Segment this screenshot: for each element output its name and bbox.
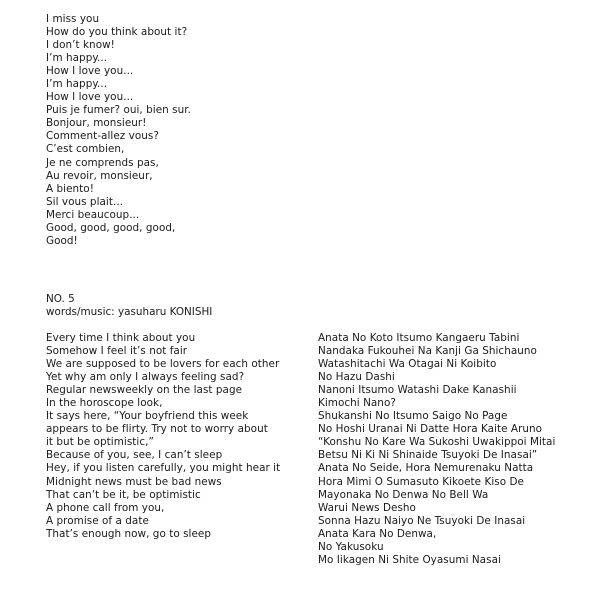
lyric-line: Comment-allez vous? xyxy=(46,130,159,143)
lyric-line: it but be optimistic,” xyxy=(46,436,154,449)
lyric-line: That’s enough now, go to sleep xyxy=(46,527,212,540)
lyric-line: How I love you... xyxy=(46,65,134,78)
lyric-line: No Yakusoku xyxy=(318,540,384,553)
lyric-line: Bonjour, monsieur! xyxy=(46,117,147,130)
lyric-line: Good! xyxy=(46,234,78,247)
lyric-line: Because of you, see, I can’t sleep xyxy=(46,449,223,462)
lyric-line: Every time I think about you xyxy=(46,332,196,344)
lyric-line: No Hazu Dashi xyxy=(318,371,395,384)
lyric-line: How do you think about it? xyxy=(46,26,188,39)
lyric-line: Sil vous plait... xyxy=(46,195,124,208)
lyric-line: Shukanshi No Itsumo Saigo No Page xyxy=(318,410,508,423)
lyric-line: Warui News Desho xyxy=(318,501,416,514)
lyric-line: I’m happy... xyxy=(46,78,108,91)
romaji-lyrics-column xyxy=(318,332,555,567)
lyric-line: Midnight news must be bad news xyxy=(46,475,222,488)
lyric-line: Hey, if you listen carefully, you might hear it xyxy=(46,462,281,475)
lyric-line: Good, good, good, good, xyxy=(46,221,176,234)
lyric-line: No Hoshi Uranai Ni Datte Hora Kaite Aruno xyxy=(318,423,543,436)
lyric-line: It says here, “Your boyfriend this week xyxy=(46,410,249,423)
lyric-line: Watashitachi Wa Otagai Ni Koibito xyxy=(318,358,497,371)
lyric-line: Merci beaucoup... xyxy=(46,208,140,221)
lyric-line: I don’t know! xyxy=(46,39,115,52)
english-lyrics-column xyxy=(46,332,280,541)
top-lyrics-block xyxy=(46,13,191,248)
lyric-line: I’m happy... xyxy=(46,52,108,65)
lyric-line: Betsu Ni Ki Ni Shinaide Tsuyoki De Inasai” xyxy=(318,449,538,462)
lyric-line: “Konshu No Kare Wa Sukoshi Uwakippoi Mitai xyxy=(318,436,556,449)
song-credits: words/music: yasuharu KONISHI xyxy=(46,306,213,318)
lyric-line: Puis je fumer? oui, bien sur. xyxy=(46,104,191,117)
lyric-line: Anata Kara No Denwa, xyxy=(318,527,437,540)
lyric-line: C’est combien, xyxy=(46,143,125,156)
lyric-line: We are supposed to be lovers for each other xyxy=(46,358,280,371)
lyric-line: Sonna Hazu Naiyo Ne Tsuyoki De Inasai xyxy=(318,514,526,527)
lyric-line: I miss you xyxy=(46,13,100,25)
lyric-line: Au revoir, monsieur, xyxy=(46,169,153,182)
lyric-line: A promise of a date xyxy=(46,514,149,527)
song-number-heading: NO. 5 xyxy=(46,293,75,305)
lyric-line: A biento! xyxy=(46,182,94,195)
lyric-line: How I love you... xyxy=(46,91,134,104)
lyric-line: Je ne comprends pas, xyxy=(46,156,159,169)
lyric-line: That can’t be it, be optimistic xyxy=(46,488,201,501)
lyric-line: Kimochi Nano? xyxy=(318,397,396,410)
lyric-line: Nandaka Fukouhei Na Kanji Ga Shichauno xyxy=(318,345,537,358)
lyric-line: Mo Iikagen Ni Shite Oyasumi Nasai xyxy=(318,553,501,566)
lyric-line: In the horoscope look, xyxy=(46,397,163,410)
lyric-line: Yet why am only I always feeling sad? xyxy=(46,371,245,384)
lyric-line: appears to be flirty. Try not to worry about xyxy=(46,423,268,436)
lyric-line: Somehow I feel it’s not fair xyxy=(46,345,188,358)
lyric-line: A phone call from you, xyxy=(46,501,165,514)
lyric-line: Mayonaka No Denwa No Bell Wa xyxy=(318,488,489,501)
lyric-line: Anata No Seide, Hora Nemurenaku Natta xyxy=(318,462,534,475)
lyric-line: Nanoni Itsumo Watashi Dake Kanashii xyxy=(318,384,517,397)
lyric-line: Hora Mimi O Sumasuto Kikoete Kiso De xyxy=(318,475,524,488)
lyric-line: Anata No Koto Itsumo Kangaeru Tabini xyxy=(318,332,520,344)
lyric-line: Regular newsweekly on the last page xyxy=(46,384,243,397)
